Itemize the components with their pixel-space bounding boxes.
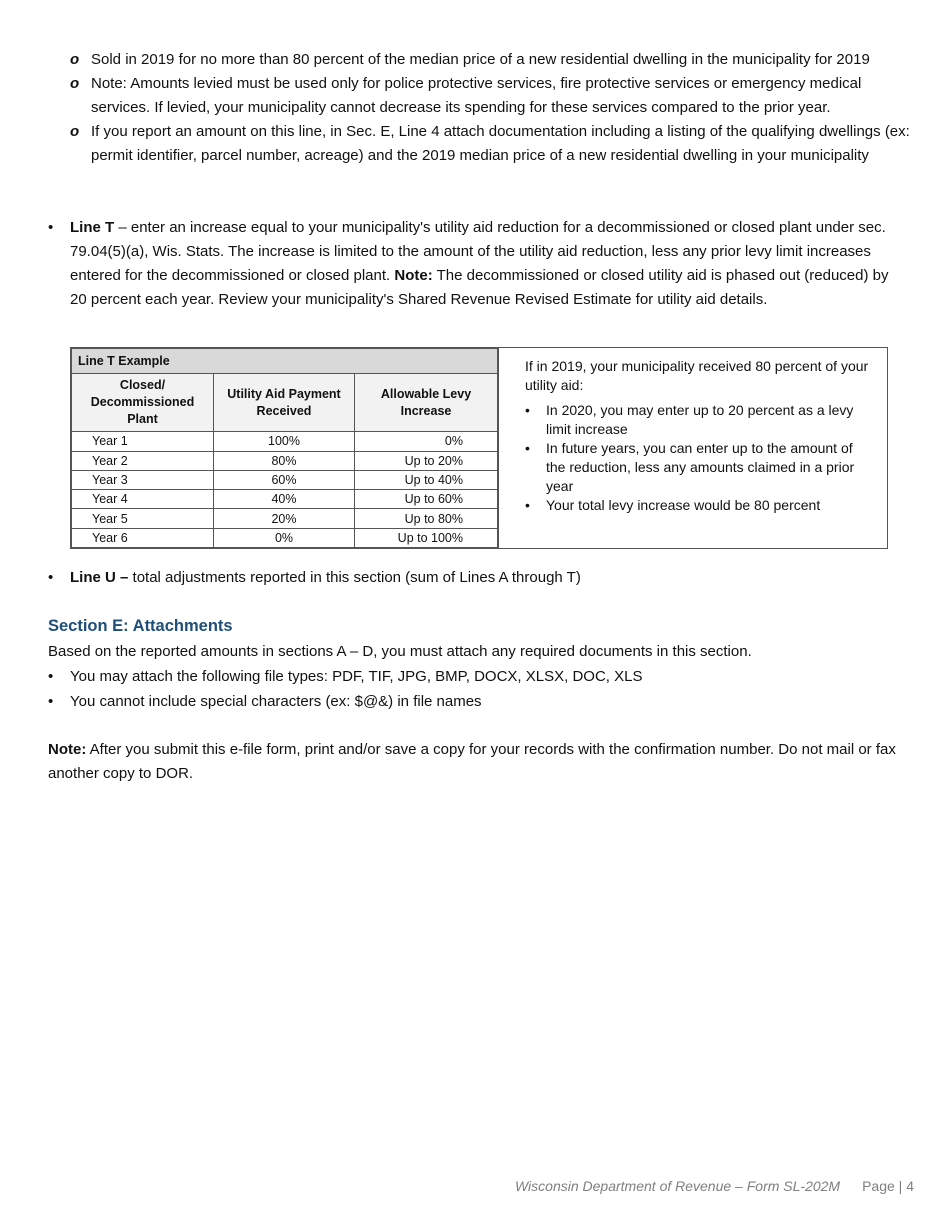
line-t-description: • Line T – enter an increase equal to your municipality's utility aid reduction for a decommissioned or closed plant under sec. 79.04(5)(a), Wis. Stats. The increase is limited to the amount of the utility aid reduction, less any prior levy limit increases entered for the decommissioned or closed plant. Note: The decommissioned or closed utility aid is phased out (reduced) by 20 percent each year. Review your municipality's Shared Revenue Revised Estimate for utility aid details. <box>48 216 908 312</box>
line-t-example-table <box>71 348 498 548</box>
table-row: Year 6 0% Up to 100% <box>72 528 498 547</box>
section-e-bullet: • You cannot include special characters (ex: $@&) in file names <box>48 690 908 714</box>
example-bullet-item: • Your total levy increase would be 80 percent <box>525 496 871 515</box>
sub-bullet-item: o Sold in 2019 for no more than 80 percent of the median price of a new residential dwelling in the municipality for 2019 <box>70 48 910 72</box>
footer-source: Wisconsin Department of Revenue – Form SL-202M <box>514 1178 841 1194</box>
example-explanation: If in 2019, your municipality received 80 percent of your utility aid: • In 2020, you may enter up to 20 percent as a levy limit increase • In future years, you can enter up to the amount of the reduction, less any amounts claimed in a prior year • Your total levy increase would be 80 percent <box>498 348 887 548</box>
circle-bullet-icon: o <box>70 75 80 92</box>
bullet-icon: • <box>48 219 54 236</box>
table-row: Year 5 20% Up to 80% <box>72 509 498 528</box>
bullet-icon: • <box>48 569 54 586</box>
section-e-bullet: • You may attach the following file types: PDF, TIF, JPG, BMP, DOCX, XLSX, DOC, XLS <box>48 665 908 689</box>
bullet-icon: • <box>48 668 54 685</box>
section-e-intro: Based on the reported amounts in sections A – D, you must attach any required documents in this section. <box>48 643 752 660</box>
table-row: Year 3 60% Up to 40% <box>72 470 498 489</box>
line-t-example-box <box>70 347 888 549</box>
table-caption: Line T Example <box>72 349 498 374</box>
sub-bullet-list <box>70 48 910 168</box>
column-header: Closed/ Decommissioned Plant <box>72 374 214 432</box>
line-u-description: • Line U – total adjustments reported in this section (sum of Lines A through T) <box>48 566 908 590</box>
sub-bullet-item: o If you report an amount on this line, in Sec. E, Line 4 attach documentation including a listing of the qualifying dwellings (ex: permit identifier, parcel number, acreage) and the 2019 median price of a new residential dwelling in your municipality <box>70 120 910 168</box>
example-bullet-item: • In 2020, you may enter up to 20 percent as a levy limit increase <box>525 401 871 439</box>
example-bullet-list <box>525 401 871 515</box>
example-bullet-item: • In future years, you can enter up to the amount of the reduction, less any amounts claimed in a prior year <box>525 439 871 496</box>
page-number: Page | 4 <box>862 1178 914 1194</box>
circle-bullet-icon: o <box>70 123 80 140</box>
table-row: Year 2 80% Up to 20% <box>72 451 498 470</box>
sub-bullet-item: o Note: Amounts levied must be used only for police protective services, fire protective services or emergency medical services. If levied, your municipality cannot decrease its spending for these services compared to the prior year. <box>70 72 910 120</box>
column-header: Allowable Levy Increase <box>355 374 498 432</box>
bullet-icon: • <box>48 693 54 710</box>
page-footer <box>515 1178 914 1194</box>
section-e-heading: Section E: Attachments <box>48 617 233 635</box>
final-note: Note: After you submit this e-file form, print and/or save a copy for your records with the confirmation number. Do not mail or fax another copy to DOR. <box>48 741 896 782</box>
table-row: Year 4 40% Up to 60% <box>72 490 498 509</box>
column-header: Utility Aid Payment Received <box>214 374 355 432</box>
circle-bullet-icon: o <box>70 51 80 68</box>
table-row: Year 1 100% 0% <box>72 432 498 451</box>
